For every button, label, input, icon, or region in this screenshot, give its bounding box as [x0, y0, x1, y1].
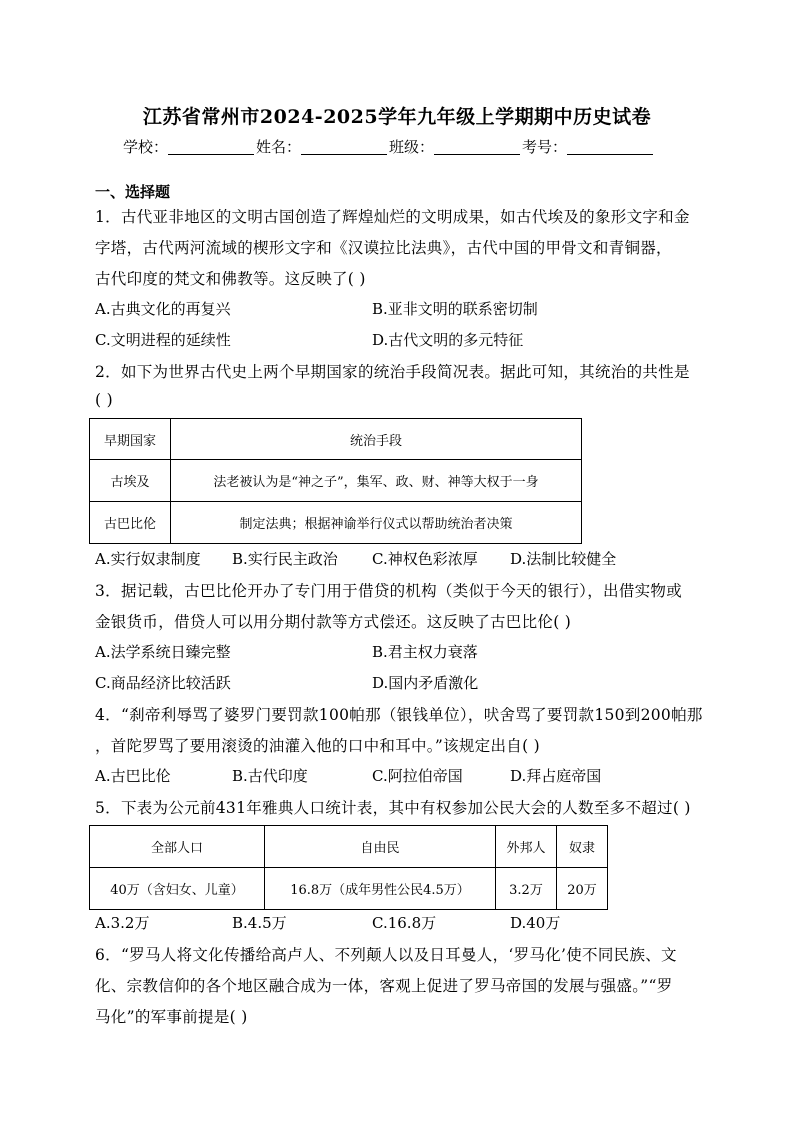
q2-header-method: 统治手段: [171, 419, 582, 460]
q3-option-b[interactable]: B.君主权力衰落: [372, 643, 478, 661]
q5-option-a[interactable]: A.3.2万: [95, 914, 150, 932]
q4-option-c[interactable]: C.阿拉伯帝国: [372, 767, 463, 785]
q5-line-1: 5．下表为公元前431年雅典人口统计表，其中有权参加公民大会的人数至多不超过( ): [95, 799, 691, 817]
q2-option-c[interactable]: C.神权色彩浓厚: [372, 550, 478, 568]
q1-option-c[interactable]: C.文明进程的延续性: [95, 331, 231, 349]
q1-option-a[interactable]: A.古典文化的再复兴: [95, 300, 231, 318]
q6-line-3: 马化”的军事前提是( ): [95, 1008, 248, 1026]
class-label: 班级：: [389, 138, 435, 156]
q1-line-3: 古代印度的梵文和佛教等。这反映了( ): [95, 270, 366, 288]
q2-line-1: 2．如下为世界古代史上两个早期国家的统治手段简况表。据此可知，其统治的共性是: [95, 363, 690, 381]
name-label: 姓名：: [256, 138, 302, 156]
q2-option-b[interactable]: B.实行民主政治: [232, 550, 338, 568]
q5-cell-foreign: 3.2万: [496, 868, 557, 910]
q2-row2-method: 制定法典；根据神谕举行仪式以帮助统治者决策: [171, 502, 582, 544]
q2-table: [89, 418, 582, 544]
q2-line-2: ( ): [95, 391, 113, 409]
q6-line-1: 6．“罗马人将文化传播给高卢人、不列颠人以及日耳曼人，‘罗马化’使不同民族、文: [95, 946, 677, 964]
name-blank[interactable]: [301, 139, 387, 155]
q3-option-d[interactable]: D.国内矛盾激化: [372, 674, 479, 692]
q5-table-header-row: [90, 826, 608, 868]
section-heading: 一、选择题: [95, 183, 171, 201]
student-info-row: [123, 136, 655, 157]
table-row: [90, 868, 608, 910]
q4-line-2: ，首陀罗骂了要用滚烫的油灌入他的口中和耳中。”该规定出自( ): [95, 737, 540, 755]
q1-line-2: 字塔，古代两河流域的楔形文字和《汉谟拉比法典》，古代中国的甲骨文和青铜器，: [95, 239, 672, 257]
q5-header-slaves: 奴隶: [557, 826, 608, 868]
q4-option-b[interactable]: B.古代印度: [232, 767, 308, 785]
q5-header-total: 全部人口: [90, 826, 265, 868]
q3-option-a[interactable]: A.法学系统日臻完整: [95, 643, 231, 661]
q2-row1-country: 古埃及: [90, 460, 171, 502]
q5-option-d[interactable]: D.40万: [510, 914, 561, 932]
q4-option-d[interactable]: D.拜占庭帝国: [510, 767, 602, 785]
q3-option-c[interactable]: C.商品经济比较活跃: [95, 674, 231, 692]
q5-header-free: 自由民: [265, 826, 496, 868]
exam-number-blank[interactable]: [567, 139, 653, 155]
q6-line-2: 化、宗教信仰的各个地区融合成为一体，客观上促进了罗马帝国的发展与强盛。”“罗: [95, 977, 673, 995]
q1-option-d[interactable]: D.古代文明的多元特征: [372, 331, 524, 349]
table-row: [90, 460, 582, 502]
school-blank[interactable]: [168, 139, 254, 155]
q2-table-header-row: [90, 419, 582, 460]
q2-option-d[interactable]: D.法制比较健全: [510, 550, 617, 568]
q5-cell-free: 16.8万（成年男性公民4.5万）: [265, 868, 496, 910]
table-row: [90, 502, 582, 544]
school-label: 学校：: [123, 138, 169, 156]
q2-header-country: 早期国家: [90, 419, 171, 460]
q3-line-2: 金银货币，借贷人可以用分期付款等方式偿还。这反映了古巴比伦( ): [95, 613, 572, 631]
q5-cell-slaves: 20万: [557, 868, 608, 910]
q5-option-b[interactable]: B.4.5万: [232, 914, 287, 932]
q5-option-c[interactable]: C.16.8万: [372, 914, 437, 932]
q2-row2-country: 古巴比伦: [90, 502, 171, 544]
q2-row1-method: 法老被认为是“神之子”，集军、政、财、神等大权于一身: [171, 460, 582, 502]
q1-option-b[interactable]: B.亚非文明的联系密切制: [372, 300, 538, 318]
page-title: 江苏省常州市2024-2025学年九年级上学期期中历史试卷: [142, 106, 652, 128]
q2-option-a[interactable]: A.实行奴隶制度: [95, 550, 201, 568]
class-blank[interactable]: [434, 139, 520, 155]
q4-line-1: 4．“刹帝利辱骂了婆罗门要罚款100帕那（银钱单位），吠舍骂了要罚款150到200帕那: [95, 706, 703, 724]
q1-line-1: 1．古代亚非地区的文明古国创造了辉煌灿烂的文明成果，如古代埃及的象形文字和金: [95, 208, 690, 226]
exam-number-label: 考号：: [522, 138, 568, 156]
q5-table: [89, 825, 608, 910]
q3-line-1: 3．据记载，古巴比伦开办了专门用于借贷的机构（类似于今天的银行），出借实物或: [95, 582, 683, 600]
q4-option-a[interactable]: A.古巴比伦: [95, 767, 171, 785]
q5-cell-total: 40万（含妇女、儿童）: [90, 868, 265, 910]
q5-header-foreign: 外邦人: [496, 826, 557, 868]
